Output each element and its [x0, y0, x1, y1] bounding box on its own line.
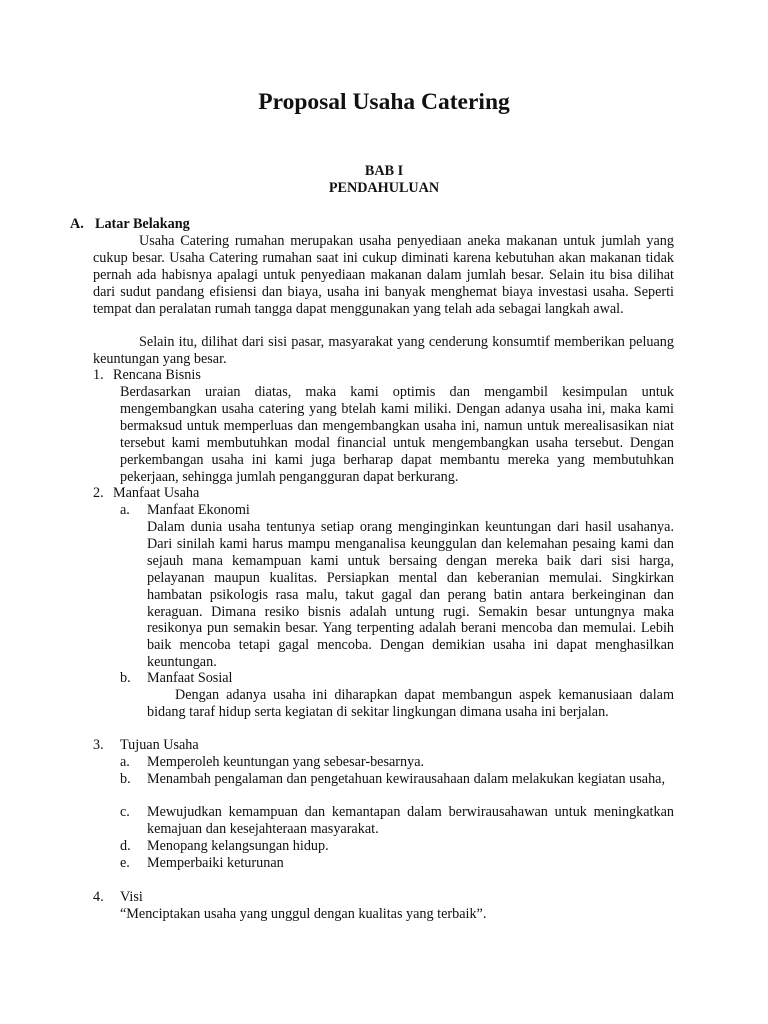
- visi-quote: “Menciptakan usaha yang unggul dengan kualitas yang terbaik”.: [120, 906, 487, 922]
- manfaat-usaha-heading: [93, 485, 199, 502]
- manfaat-usaha-number: 2.: [93, 485, 104, 501]
- tujuan-item-c: Mewujudkan kemampuan dan kemantapan dalam berwirausahawan untuk meningkatkan kemajuan dan kesejahteraan masyarakat.: [147, 804, 674, 837]
- manfaat-sosial-title: Manfaat Sosial: [147, 670, 233, 686]
- tujuan-letter-b: b.: [120, 771, 131, 787]
- tujuan-usaha-title: Tujuan Usaha: [120, 737, 199, 753]
- tujuan-item-a: Memperoleh keuntungan yang sebesar-besarnya.: [147, 754, 425, 770]
- tujuan-letter-c: c.: [120, 804, 130, 820]
- manfaat-sosial-letter: b.: [120, 670, 131, 686]
- chapter-number: BAB I: [364, 163, 404, 179]
- manfaat-sosial-heading: [120, 670, 233, 687]
- tujuan-usaha-number: 3.: [93, 737, 104, 753]
- chapter-title: PENDAHULUAN: [328, 180, 440, 196]
- tujuan-item-b: Menambah pengalaman dan pengetahuan kewirausahaan dalam melakukan kegiatan usaha,: [147, 771, 666, 787]
- tujuan-letter-d: d.: [120, 838, 131, 854]
- visi-heading: [93, 889, 143, 906]
- rencana-bisnis-text: Berdasarkan uraian diatas, maka kami optimis dan mengambil kesimpulan untuk mengembangkan usaha catering yang btelah kami miliki. Dengan adanya usaha ini, maka kami bermaksud untuk memperluas dan mengembangkan usaha ini, namun untuk merealisasikan niat tersebut kami membutuhkan modal financial untuk mengembangkan usaha tersebut. Dengan perkembangan usaha ini kami juga berharap dapat membantu mereka yang membutuhkan pekerjaan, sehingga jumlah pengangguran dapat berkurang.: [120, 384, 674, 485]
- manfaat-ekonomi-heading: [120, 502, 250, 519]
- section-a-letter: A.: [70, 216, 84, 232]
- document-title: Proposal Usaha Catering: [258, 89, 510, 115]
- manfaat-usaha-title: Manfaat Usaha: [113, 485, 200, 501]
- visi-number: 4.: [93, 889, 104, 905]
- visi-title: Visi: [120, 889, 143, 905]
- tujuan-letter-a: a.: [120, 754, 130, 770]
- rencana-bisnis-number: 1.: [93, 367, 104, 383]
- section-a-heading: [70, 216, 190, 233]
- rencana-bisnis-title: Rencana Bisnis: [113, 367, 201, 383]
- manfaat-ekonomi-text: Dalam dunia usaha tentunya setiap orang menginginkan keuntungan dari hasil usahanya. Dari sinilah kami harus mampu menganalisa keunggulan dan kelemahan pesaing kami dan sejauh mana kemampuan kami untuk bersaing dengan mereka baik dari sisi harga, pelayanan maupun kualitas. Persiapkan mental dan keberanian memulai. Singkirkan hambatan psikologis rasa malu, takut gagal dan perang batin antara berkeinginan dan keraguan. Dimana resiko bisnis adalah untung rugi. Semakin besar untungnya maka resikonya pun semakin besar. Yang terpenting adalah berani mencoba dan memulai. Lebih baik mencoba tetapi gagal mencoba. Dengan demikian usaha ini dapat menghasilkan keuntungan.: [147, 519, 674, 671]
- latar-belakang-paragraph-1: Usaha Catering rumahan merupakan usaha penyediaan aneka makanan untuk jumlah yang cukup besar. Usaha Catering rumahan saat ini cukup diminati karena kebutuhan akan makanan tidak pernah ada habisnya apalagi untuk penyediaan makanan dalam jumlah besar. Selain itu bisa dilihat dari sudut pandang efisiensi dan biaya, usaha ini banyak menghemat biaya investasi usaha. Seperti tempat dan peralatan rumah tangga dapat menggunakan yang telah ada sebagai langkah awal.: [93, 233, 674, 317]
- chapter-heading: [0, 163, 768, 197]
- tujuan-letter-e: e.: [120, 855, 130, 871]
- tujuan-item-d: Menopang kelangsungan hidup.: [147, 838, 329, 854]
- manfaat-ekonomi-letter: a.: [120, 502, 130, 518]
- section-a-title: Latar Belakang: [95, 216, 190, 232]
- tujuan-item-e: Memperbaiki keturunan: [147, 855, 284, 871]
- rencana-bisnis-heading: [93, 367, 201, 384]
- tujuan-usaha-heading: [93, 737, 199, 754]
- manfaat-sosial-text: Dengan adanya usaha ini diharapkan dapat membangun aspek kemanusiaan dalam bidang taraf hidup serta kegiatan di sekitar lingkungan dimana usaha ini berjalan.: [147, 687, 674, 720]
- manfaat-ekonomi-title: Manfaat Ekonomi: [147, 502, 250, 518]
- latar-belakang-paragraph-2: Selain itu, dilihat dari sisi pasar, masyarakat yang cenderung konsumtif memberikan peluang keuntungan yang besar.: [93, 334, 674, 367]
